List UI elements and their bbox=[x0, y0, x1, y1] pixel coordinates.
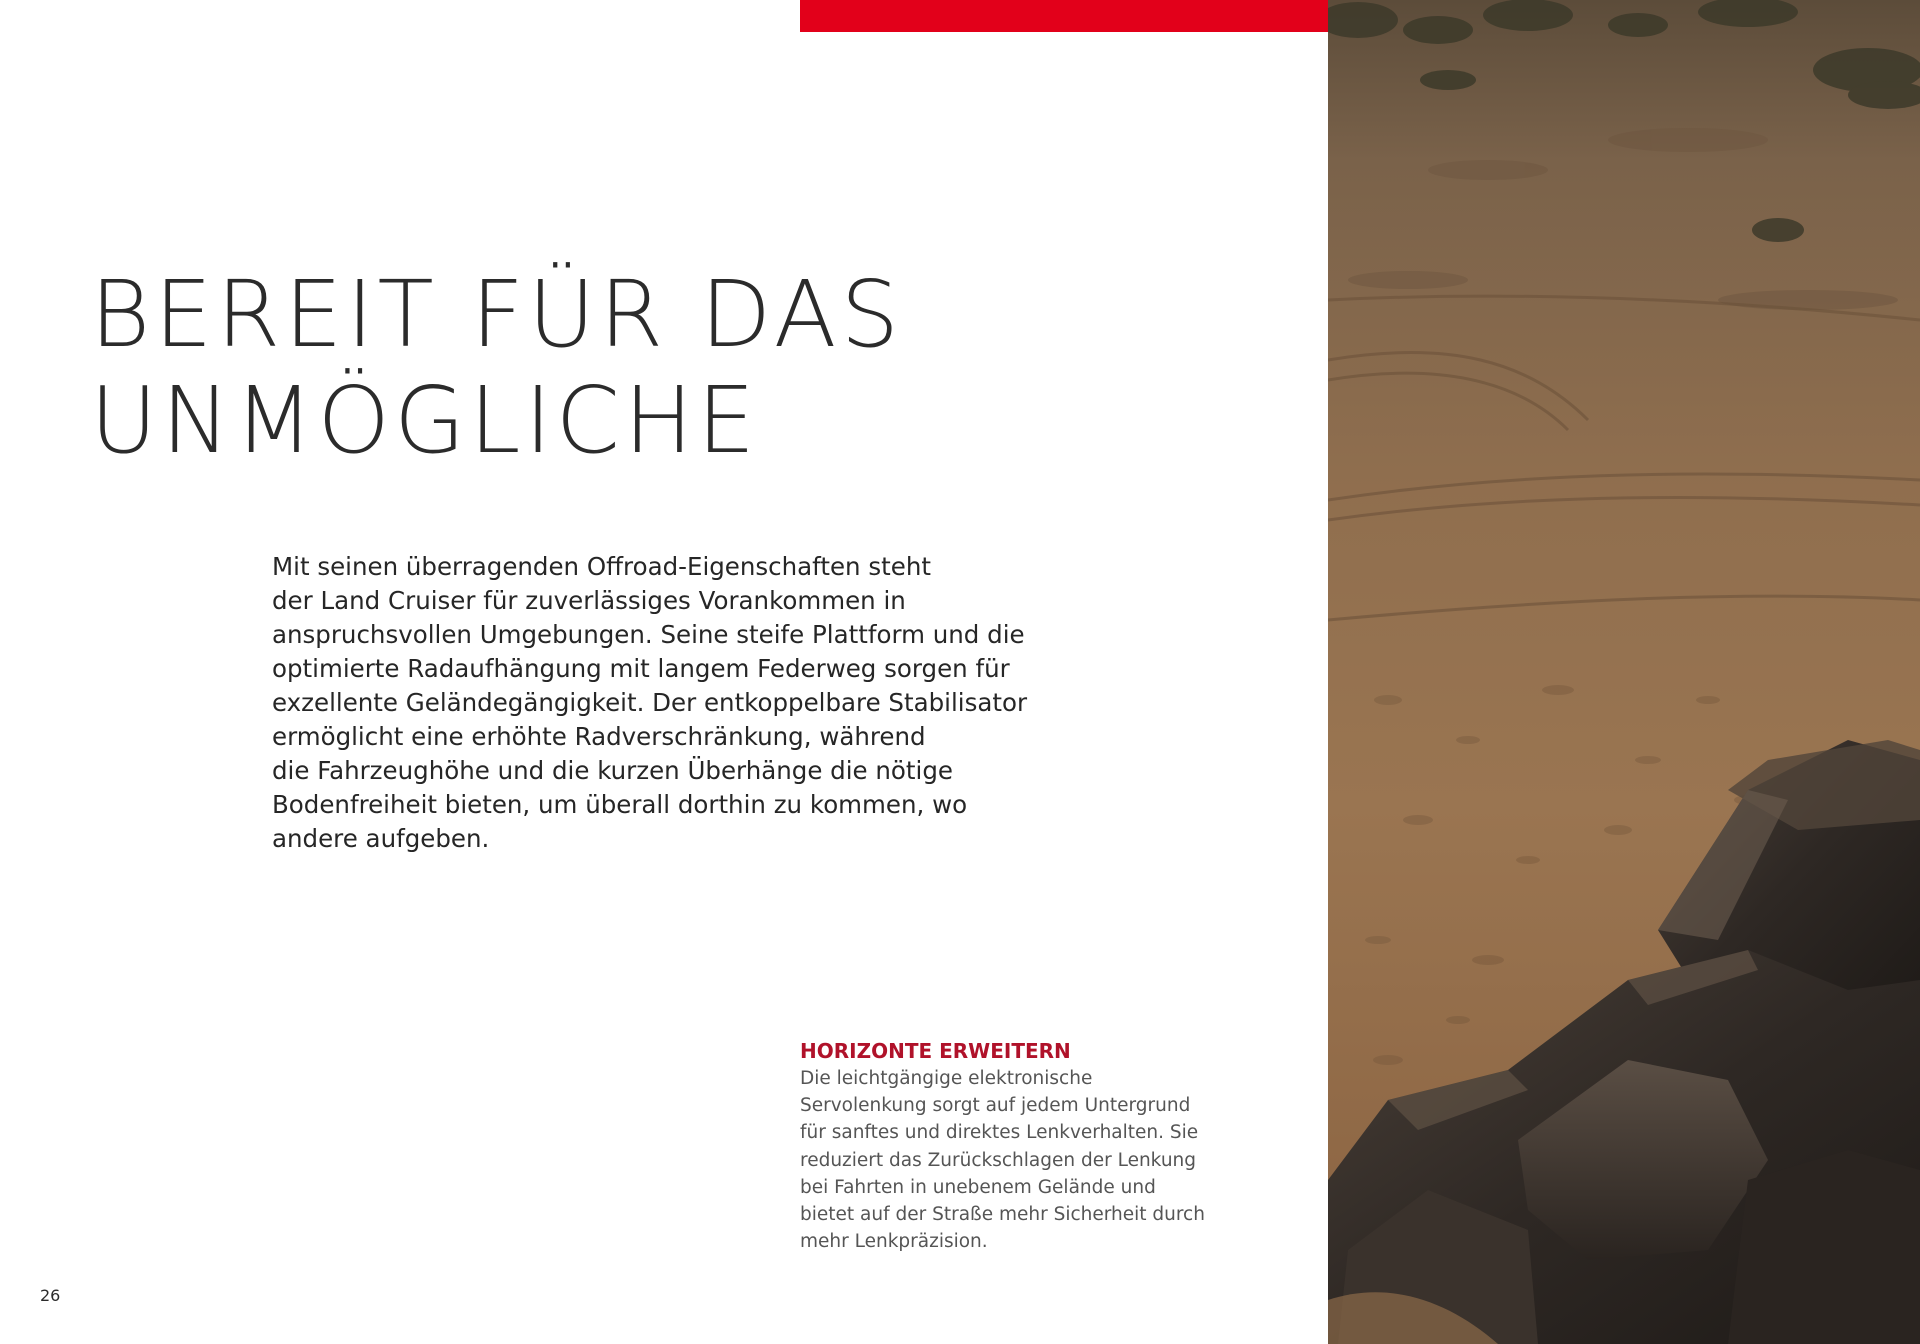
body-line: Bodenfreiheit bieten, um überall dorthin zu kommen, wo bbox=[272, 790, 968, 819]
body-line: ermöglicht eine erhöhte Radverschränkung, während bbox=[272, 722, 926, 751]
feature-line: für sanftes und direktes Lenkverhalten. Sie bbox=[800, 1122, 1199, 1144]
page-headline bbox=[90, 262, 1240, 474]
body-line: anspruchsvollen Umgebungen. Seine steife Plattform und die bbox=[272, 620, 1025, 649]
body-line: exzellente Geländegängigkeit. Der entkoppelbare Stabilisator bbox=[272, 688, 1028, 717]
desert-photo-illustration bbox=[1328, 0, 1920, 1344]
page-number: 26 bbox=[40, 1286, 61, 1305]
feature-line: bietet auf der Straße mehr Sicherheit durch bbox=[800, 1204, 1205, 1226]
feature-line: Die leichtgängige elektronische bbox=[800, 1068, 1093, 1089]
feature-line: Servolenkung sorgt auf jedem Untergrund bbox=[800, 1095, 1191, 1117]
feature-line: reduziert das Zurückschlagen der Lenkung bbox=[800, 1149, 1197, 1171]
headline-line-2: UNMÖGLICHE bbox=[90, 367, 760, 474]
body-line: Mit seinen überragenden Offroad-Eigenschaften steht bbox=[272, 552, 931, 581]
headline-line-1: BEREIT FÜR DAS bbox=[90, 261, 903, 368]
red-accent-bar bbox=[800, 0, 1328, 32]
feature-title: HORIZONTE ERWEITERN bbox=[800, 1039, 1071, 1063]
body-paragraph bbox=[272, 550, 1032, 856]
body-line: der Land Cruiser für zuverlässiges Vorankommen in bbox=[272, 586, 906, 615]
body-line: andere aufgeben. bbox=[272, 824, 490, 853]
body-line: die Fahrzeughöhe und die kurzen Überhänge die nötige bbox=[272, 756, 953, 785]
feature-line: bei Fahrten in unebenem Gelände und bbox=[800, 1176, 1156, 1198]
feature-box bbox=[800, 1037, 1240, 1255]
desert-photo bbox=[1328, 0, 1920, 1344]
feature-line: mehr Lenkpräzision. bbox=[800, 1231, 988, 1253]
feature-text bbox=[800, 1065, 1240, 1255]
body-line: optimierte Radaufhängung mit langem Federweg sorgen für bbox=[272, 654, 1010, 683]
